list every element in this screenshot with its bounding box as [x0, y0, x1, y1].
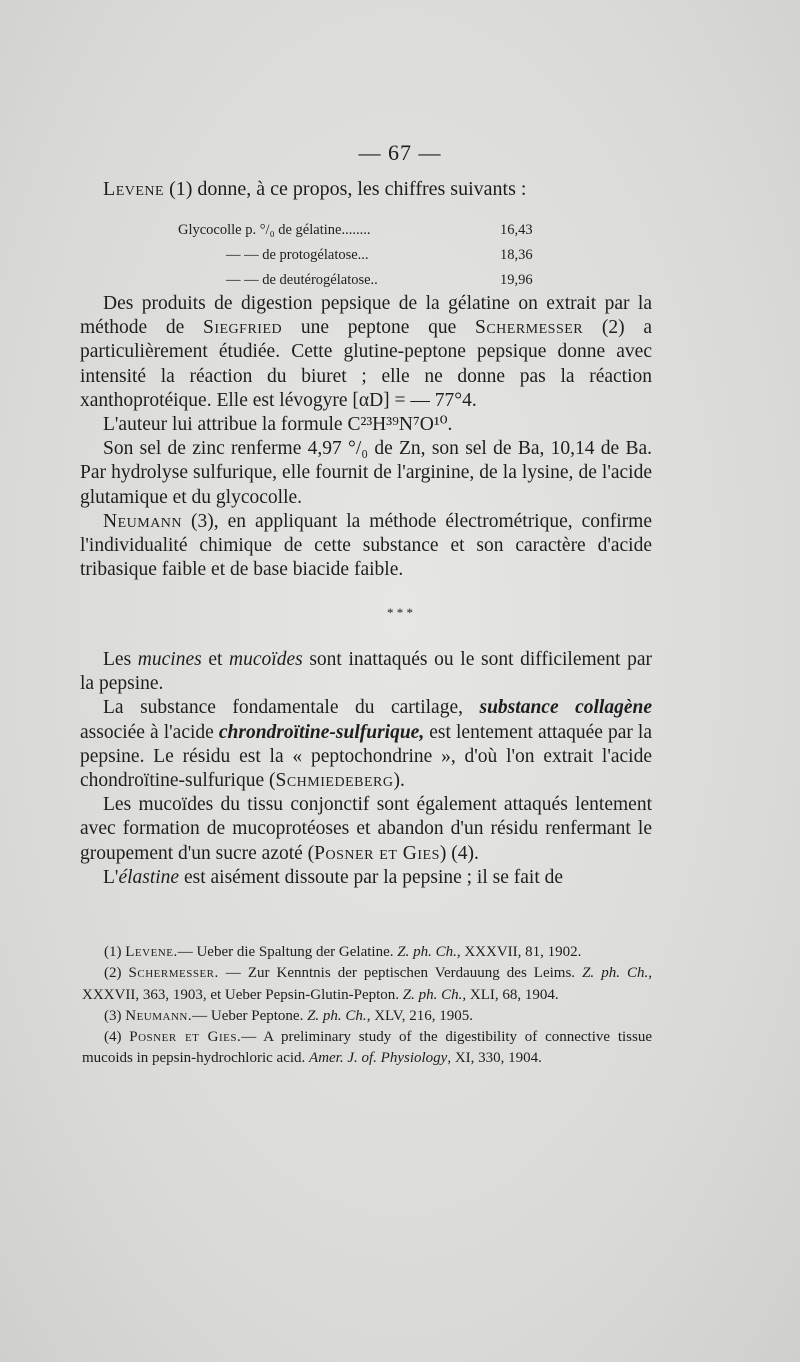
paragraph — [80, 696, 652, 793]
term-elastine: élastine — [118, 866, 180, 888]
text: est lentement attaquée par la pepsine. Le résidu est la « peptochondrine », d'où l'on extrait l'acide chondroïtine-sulfurique ( — [80, 721, 652, 792]
text: L' — [103, 866, 119, 888]
term-chondroitine: chrondroïtine-sulfurique, — [218, 721, 425, 743]
paragraph: L'auteur lui attribue la formule C²³H³⁹N⁷O¹⁰. — [103, 414, 453, 436]
journal-name: Z. ph. Ch. — [582, 965, 649, 982]
footnote-author: Neumann. — [125, 1007, 193, 1024]
text: associée à l'acide — [80, 721, 219, 743]
table-row — [178, 243, 560, 268]
section-separator: * * * — [387, 605, 413, 620]
journal-name: Z. ph. Ch. — [307, 1007, 367, 1024]
author-neumann: Neumann — [103, 510, 183, 532]
table-row-label: — — de protogélatose... — [226, 247, 369, 263]
paragraph: Son sel de zinc renferme 4,97 °/₀ de Zn, son sel de Ba, 10,14 de Ba. Par hydrolyse sulfurique, elle fournit de l'arginine, de la lysine, de l'acide glutamique et du glycocolle. — [80, 438, 652, 508]
footnote-2 — [82, 963, 652, 1006]
text: (3), en appliquant la méthode électrométrique, confirme l'individualité chimique de cette substance et son caractère d'acide tribasique faible et de base biacide faible. — [80, 510, 652, 581]
footnote-4 — [82, 1027, 652, 1070]
text: — A preliminary study of the digestibility of connective tissue mucoids in pepsin-hydrochloric acid. — [82, 1029, 652, 1067]
text: , XXXVII, 363, 1903, et Ueber Pepsin-Glutin-Pepton. — [82, 965, 652, 1003]
footnote-number: (3) — [104, 1007, 126, 1024]
paragraph — [80, 793, 652, 866]
text: — Zur Kenntnis der peptischen Verdauung des Leims. — [218, 965, 583, 982]
text: ) (4). — [439, 842, 479, 864]
text: et — [201, 649, 230, 670]
page-number: — 67 — — [358, 140, 442, 165]
text: Les mucoïdes du tissu conjonctif sont également attaqués lentement avec formation de mucoprotéoses et abandon d'un résidu renfermant le groupement d'un sucre azoté ( — [80, 794, 652, 864]
footnote-1 — [82, 942, 652, 963]
footnote-author: Schermesser. — [128, 965, 219, 982]
table-row — [178, 268, 560, 293]
footnote-number: (1) — [104, 944, 126, 960]
author-levene: Levene — [103, 178, 165, 200]
text: — Ueber Peptone. — [192, 1007, 308, 1024]
paragraph — [80, 648, 652, 696]
text: sont inattaqués ou le sont difficilement par la pepsine. — [80, 649, 653, 695]
journal-name: Amer. J. of. Physiology — [309, 1050, 448, 1067]
journal-name: Z. ph. Ch. — [397, 944, 457, 960]
table-row — [178, 218, 560, 243]
paragraph-gelatine — [80, 292, 652, 582]
table-row-label: — — de deutérogélatose.. — [226, 272, 378, 288]
text: , XLV, 216, 1905. — [366, 1007, 473, 1024]
text: une peptone que — [282, 317, 475, 339]
text: , XLI, 68, 1904. — [462, 986, 559, 1003]
table-row-value: 16,43 — [500, 222, 533, 238]
intro-text: donne, à ce propos, les chiffres suivants : — [197, 178, 527, 200]
text: , XXXVII, 81, 1902. — [456, 944, 582, 960]
text: Les — [103, 649, 138, 670]
intro-line — [103, 178, 526, 201]
text: , XI, 330, 1904. — [447, 1050, 542, 1067]
table-row-label: Glycocolle p. °/₀ de gélatine........ — [178, 222, 371, 238]
footnote-number: (4) — [104, 1029, 130, 1046]
journal-name: Z. ph. Ch. — [402, 986, 463, 1003]
text: — Ueber die Spaltung der Gelatine. — [177, 944, 398, 960]
footnote-ref-1: (1) — [169, 178, 193, 200]
table-row-value: 18,36 — [500, 247, 533, 263]
paragraph — [80, 292, 652, 413]
author-posner-gies: Posner et Gies — [314, 842, 440, 864]
paragraph — [80, 866, 652, 890]
footnotes — [82, 942, 652, 1070]
term-mucoides: mucoïdes — [229, 649, 303, 670]
text: (2) a particulièrement étudiée. Cette glutine-peptone pepsique donne avec intensité la réaction du biuret ; elle ne donne pas la réaction xanthoprotéique. Elle est lévogyre [αD] = — 77°4. — [80, 317, 652, 411]
author-schmiedeberg: Schmiedeberg — [275, 770, 394, 792]
footnote-author: Posner et Gies. — [129, 1029, 242, 1046]
table-row-value: 19,96 — [500, 272, 533, 288]
text: La substance fondamentale du cartilage, — [103, 697, 480, 719]
text: ). — [393, 770, 405, 792]
footnote-number: (2) — [104, 965, 129, 982]
paragraph-mucines — [80, 648, 652, 890]
glycocolle-table — [178, 218, 560, 293]
term-collagene: substance collagène — [479, 697, 652, 719]
footnote-3 — [82, 1006, 652, 1027]
author-schermesser: Schermesser — [475, 317, 584, 339]
footnote-author: Levene. — [125, 944, 178, 960]
paragraph — [80, 510, 652, 583]
text: Des produits de digestion pepsique de la gélatine on extrait par la méthode de — [80, 293, 652, 339]
author-siegfried: Siegfried — [202, 317, 283, 339]
text: est aisément dissoute par la pepsine ; il se fait de — [179, 866, 564, 888]
term-mucines: mucines — [137, 649, 202, 670]
